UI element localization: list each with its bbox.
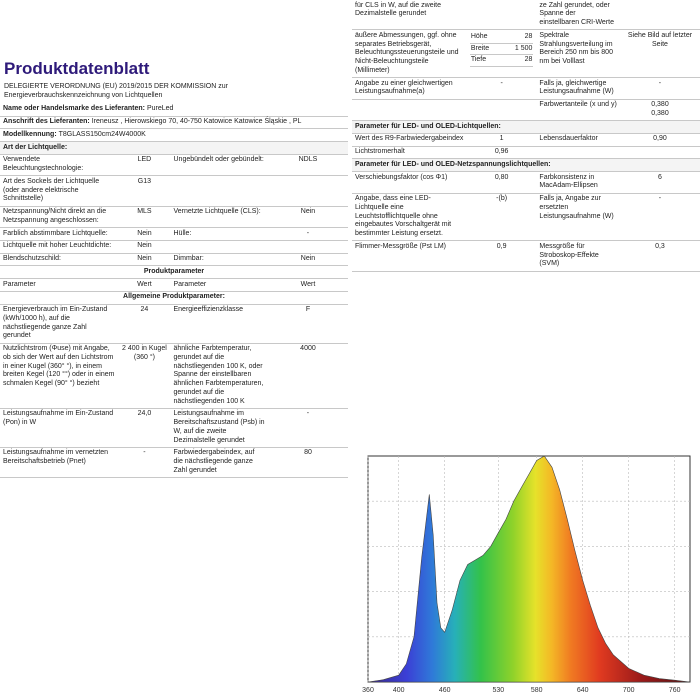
table-row [0, 343, 348, 408]
parameter-label: Spektrale Strahlungsverteilung im Bereich 250 nm bis 800 nm bei Volllast [536, 30, 620, 78]
x-tick-label: 460 [438, 687, 451, 694]
parameter-label: Nutzlichtstrom (Φuse) mit Angabe, ob sich der Wert auf den Lichtstrom in einer Kugel (360° °), in einem breiten Kegel (120 °°) oder in einem schmalen Kegel (90° °) bezieht [0, 343, 118, 408]
parameter-label [352, 99, 467, 121]
parameter-label: Falls ja, gleichwertige Leistungsaufnahme (W) [536, 78, 620, 100]
parameter-value: Nein [268, 253, 348, 266]
parameter-value: 6 [620, 172, 700, 194]
parameter-label: Netzspannung/Nicht direkt an die Netzspannung angeschlossen: [0, 206, 118, 228]
table-row [352, 99, 700, 121]
parameter-value: Siehe Bild auf letzter Seite [620, 30, 700, 78]
regulation-intro [0, 83, 348, 104]
parameter-label: Dimmbar: [171, 253, 268, 266]
parameter-label: Leistungsaufnahme im Ein-Zustand (Pon) in W [0, 408, 118, 447]
parameter-value: LED [118, 154, 170, 176]
parameter-label: Blendschutzschild: [0, 253, 118, 266]
parameter-label: Verschiebungsfaktor (cos Φ1) [352, 172, 467, 194]
dimension-row [470, 43, 534, 55]
x-tick-label: 360 [362, 687, 374, 694]
section-heading: Produktparameter [0, 266, 348, 279]
table-row [0, 240, 348, 253]
parameter-value [467, 99, 537, 121]
table-row [352, 241, 700, 271]
parameter-value: - [268, 408, 348, 447]
table-row [0, 266, 348, 279]
table-row [352, 159, 700, 172]
parameter-value: 0,80 [467, 172, 537, 194]
table-row [0, 206, 348, 228]
parameter-label: Angabe zu einer gleichwertigen Leistungsaufnahme(a) [352, 78, 467, 100]
field-label: Name oder Handelsmarke des Lieferanten: [3, 105, 147, 113]
table-row [0, 291, 348, 304]
parameter-label: Hülle: [171, 228, 268, 241]
parameter-value: Nein [118, 253, 170, 266]
product-data-table-left [0, 104, 348, 478]
product-data-table-right [352, 0, 700, 272]
parameter-label [171, 176, 268, 206]
supplier-field [0, 104, 348, 116]
parameter-value [467, 0, 537, 30]
table-row [0, 279, 348, 292]
parameter-label: Messgröße für Stroboskop-Effekte (SVM) [536, 241, 620, 271]
parameter-value: 0,380 0,380 [620, 99, 700, 121]
table-row [0, 142, 348, 155]
parameter-value: Wert [268, 279, 348, 292]
parameter-value: 0,9 [467, 241, 537, 271]
table-row [352, 0, 700, 30]
parameter-label: Wert des R9-Farbwiedergabeindex [352, 133, 467, 146]
section-heading: Parameter für LED- und OLED-Lichtquellen: [352, 121, 700, 134]
parameter-label: Energieverbrauch im Ein-Zustand (kWh/1000 h), auf die nächstliegende ganze Zahl gerundet [0, 304, 118, 343]
parameter-label: Art des Sockels der Lichtquelle (oder andere elektrische Schnittstelle) [0, 176, 118, 206]
supplier-field [0, 116, 348, 129]
section-heading: Art der Lichtquelle: [0, 142, 348, 155]
dimension-name: Breite [470, 43, 502, 55]
parameter-label: Parameter [171, 279, 268, 292]
supplier-field [0, 129, 348, 142]
parameter-label: Farbwertanteile (x und y) [536, 99, 620, 121]
parameter-value: 0,96 [467, 146, 537, 159]
dimension-row [470, 55, 534, 67]
table-row [352, 121, 700, 134]
table-row [352, 146, 700, 159]
parameter-value: Nein [118, 228, 170, 241]
parameter-label: Lebensdauerfaktor [536, 133, 620, 146]
section-heading: Parameter für LED- und OLED-Netzspannungslichtquellen: [352, 159, 700, 172]
parameter-value [620, 146, 700, 159]
table-row [0, 228, 348, 241]
table-row [0, 408, 348, 447]
table-row [352, 172, 700, 194]
parameter-label: Farbkonsistenz in MacAdam-Ellipsen [536, 172, 620, 194]
parameter-value: Nein [118, 240, 170, 253]
parameter-value: Wert [118, 279, 170, 292]
parameter-label: Angabe, dass eine LED-Lichtquelle eine Leuchtstofflichtquelle ohne eingebautes Vorschaltgerät mit bestimmter Leistung ersetzt. [352, 193, 467, 241]
parameter-value: 0,90 [620, 133, 700, 146]
parameter-value: - [268, 228, 348, 241]
dimension-value: 28 [502, 32, 534, 43]
table-row [0, 176, 348, 206]
parameter-label: Parameter [0, 279, 118, 292]
parameter-value: 0,3 [620, 241, 700, 271]
x-tick-label: 700 [622, 687, 635, 694]
dimensions-values [467, 30, 537, 78]
parameter-label: ze Zahl gerundet, oder Spanne der einstellbaren CRI-Werte [536, 0, 620, 30]
parameter-value: - [620, 78, 700, 100]
x-tick-label: 760 [668, 687, 681, 694]
table-row [0, 104, 348, 116]
parameter-value: -(b) [467, 193, 537, 241]
intro-line: DELEGIERTE VERORDNUNG (EU) 2019/2015 DER KOMMISSION zur [4, 83, 228, 91]
table-row [0, 253, 348, 266]
parameter-label [171, 240, 268, 253]
right-column [352, 0, 700, 450]
parameter-label: Flimmer-Messgröße (Pst LM) [352, 241, 467, 271]
parameter-label: Ungebündelt oder gebündelt: [171, 154, 268, 176]
dimension-value: 28 [502, 55, 534, 67]
field-label: Modellkennung: [3, 130, 59, 138]
parameter-value: 24 [118, 304, 170, 343]
field-label: Anschrift des Lieferanten: [3, 118, 92, 125]
table-row [0, 447, 348, 477]
field-value: T8GLASS150cm24W4000K [58, 130, 146, 138]
parameter-label: Farbwiedergabeindex, auf die nächstliegende ganze Zahl gerundet [171, 447, 268, 477]
dimensions-label: äußere Abmessungen, ggf. ohne separates Betriebsgerät, Beleuchtungssteuerungsteile und Nicht-Beleuchtungsteile (Millimeter) [352, 30, 467, 78]
parameter-value: G13 [118, 176, 170, 206]
parameter-value: - [467, 78, 537, 100]
dimension-value: 1 500 [502, 43, 534, 55]
parameter-label: Verwendete Beleuchtungstechnologie: [0, 154, 118, 176]
parameter-label: Leistungsaufnahme im vernetzten Bereitschaftsbetrieb (Pnet) [0, 447, 118, 477]
parameter-label: Energieeffizienzklasse [171, 304, 268, 343]
table-row [352, 30, 700, 78]
parameter-label: ähnliche Farbtemperatur, gerundet auf die nächstliegenden 100 K, oder Spanne der einstellbaren ähnlichen Farbtemperaturen, gerundet auf die nächstliegenden 100 K [171, 343, 268, 408]
parameter-value: - [620, 193, 700, 241]
parameter-label [536, 146, 620, 159]
x-tick-label: 530 [492, 687, 505, 694]
table-row [0, 154, 348, 176]
parameter-value: 24,0 [118, 408, 170, 447]
parameter-label: Vernetzte Lichtquelle (CLS): [171, 206, 268, 228]
parameter-value: F [268, 304, 348, 343]
parameter-label: Farblich abstimmbare Lichtquelle: [0, 228, 118, 241]
spectral-distribution-chart [352, 450, 700, 700]
left-column [0, 0, 348, 700]
field-value: Ireneusz , Hierowskiego 70, 40-750 Katowice Katowice Śląskie , PL [91, 118, 302, 125]
parameter-label: für CLS in W, auf die zweite Dezimalstelle gerundet [352, 0, 467, 30]
page-title: Produktdatenblatt [4, 59, 150, 78]
parameter-label: Falls ja, Angabe zur ersetzten Leistungsaufnahme (W) [536, 193, 620, 241]
x-tick-label: 400 [392, 687, 405, 694]
dimension-name: Höhe [470, 32, 502, 43]
dimension-row [470, 32, 534, 43]
parameter-value: 1 [467, 133, 537, 146]
table-row [352, 133, 700, 146]
section-heading: Allgemeine Produktparameter: [0, 291, 348, 304]
table-row [0, 129, 348, 142]
spectrum-svg [352, 450, 700, 700]
parameter-value [268, 240, 348, 253]
parameter-value [268, 176, 348, 206]
field-value: PureLed [146, 105, 174, 113]
parameter-label: Leistungsaufnahme im Bereitschaftszustand (Psb) in W, auf die zweite Dezimalstelle gerundet [171, 408, 268, 447]
parameter-value: 80 [268, 447, 348, 477]
parameter-value: - [118, 447, 170, 477]
x-tick-label: 640 [576, 687, 589, 694]
parameter-value [620, 0, 700, 30]
parameter-value: NDLS [268, 154, 348, 176]
table-row [0, 116, 348, 129]
parameter-value: MLS [118, 206, 170, 228]
table-row [352, 78, 700, 100]
parameter-label: Lichtstromerhalt [352, 146, 467, 159]
table-row [352, 193, 700, 241]
dimension-name: Tiefe [470, 55, 502, 67]
parameter-label: Lichtquelle mit hoher Leuchtdichte: [0, 240, 118, 253]
x-tick-label: 580 [530, 687, 543, 694]
parameter-value: Nein [268, 206, 348, 228]
table-row [0, 304, 348, 343]
parameter-value: 4000 [268, 343, 348, 408]
intro-line: Energieverbrauchskennzeichnung von Lichtquellen [4, 92, 163, 99]
parameter-value: 2 400 in Kugel (360 °) [118, 343, 170, 408]
